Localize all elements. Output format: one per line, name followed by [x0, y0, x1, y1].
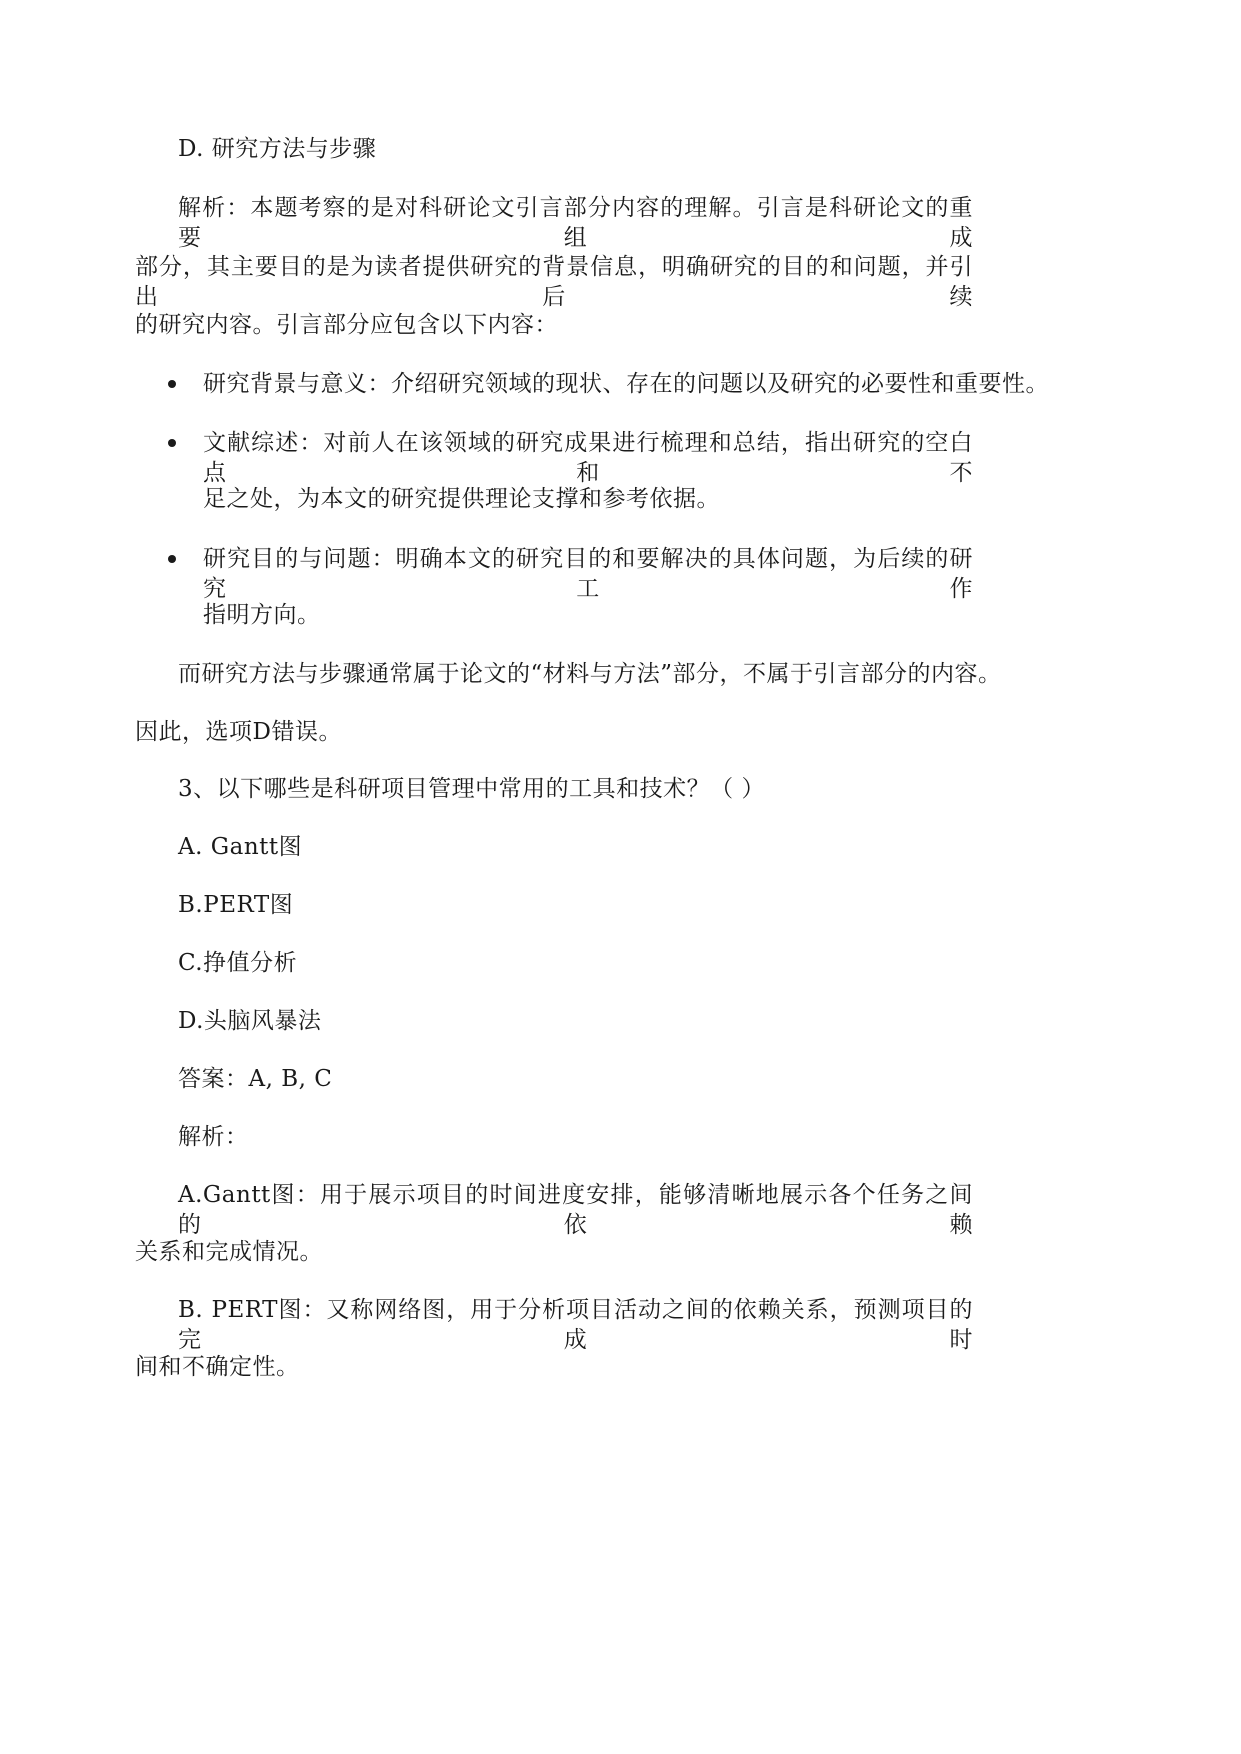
option-d: D. 研究方法与步骤	[178, 136, 377, 162]
explanation-b-line-2: 间和不确定性。	[135, 1354, 300, 1380]
option-a: A. Gantt图	[178, 834, 303, 860]
analysis-label: 解析：	[178, 1124, 249, 1150]
answer: 答案：A, B, C	[178, 1066, 333, 1092]
option-b: B.PERT图	[178, 892, 294, 918]
bullet-3-line-2: 指明方向。	[203, 602, 321, 628]
bullet-icon	[168, 439, 176, 447]
explanation-a-line-1: A.Gantt图：用于展示项目的时间进度安排，能够清晰地展示各个任务之间的依赖	[178, 1182, 973, 1238]
bullet-3-line-1: 研究目的与问题：明确本文的研究目的和要解决的具体问题，为后续的研究工作	[203, 546, 973, 602]
bullet-1-line-1: 研究背景与意义：介绍研究领域的现状、存在的问题以及研究的必要性和重要性。	[203, 371, 1049, 397]
bullet-2-line-1: 文献综述：对前人在该领域的研究成果进行梳理和总结，指出研究的空白点和不	[203, 430, 973, 486]
analysis-line-1: 解析：本题考察的是对科研论文引言部分内容的理解。引言是科研论文的重要组成	[178, 195, 973, 251]
conclusion-line-2: 因此，选项D错误。	[135, 719, 342, 745]
option-c: C.挣值分析	[178, 950, 298, 976]
option-d-q3: D.头脑风暴法	[178, 1008, 322, 1034]
bullet-icon	[168, 380, 176, 388]
conclusion-line-1: 而研究方法与步骤通常属于论文的“材料与方法”部分，不属于引言部分的内容。	[178, 661, 1002, 687]
analysis-line-3: 的研究内容。引言部分应包含以下内容：	[135, 312, 558, 338]
explanation-b-line-1: B. PERT图：又称网络图，用于分析项目活动之间的依赖关系，预测项目的完成时	[178, 1297, 973, 1353]
question-3-stem: 3、以下哪些是科研项目管理中常用的工具和技术？（ ）	[178, 776, 765, 802]
analysis-line-2: 部分，其主要目的是为读者提供研究的背景信息，明确研究的目的和问题，并引出后续	[135, 254, 973, 310]
bullet-icon	[168, 555, 176, 563]
explanation-a-line-2: 关系和完成情况。	[135, 1239, 323, 1265]
bullet-2-line-2: 足之处，为本文的研究提供理论支撑和参考依据。	[203, 486, 720, 512]
